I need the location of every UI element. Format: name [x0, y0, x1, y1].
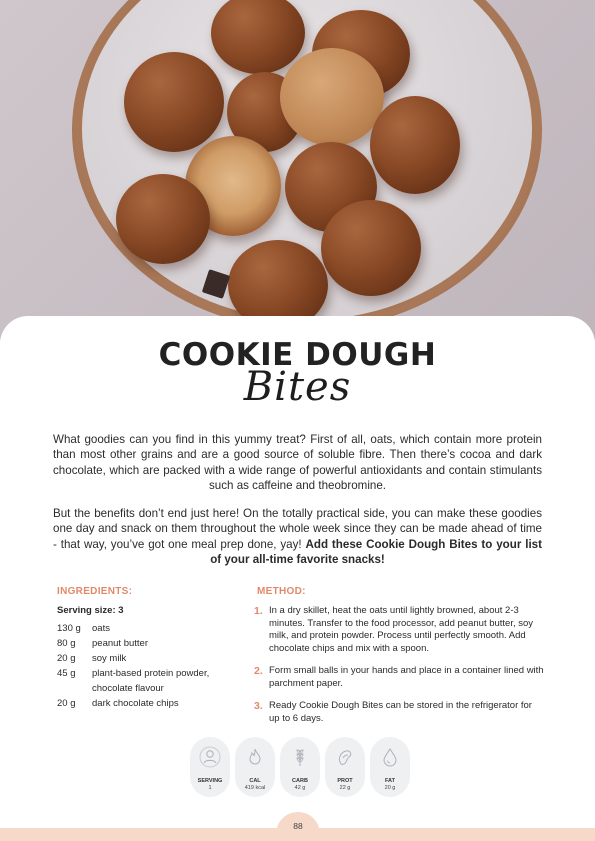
- drop-icon: [375, 742, 405, 772]
- ingredient-list: [57, 621, 237, 711]
- ingredient-name: dark chocolate chips: [92, 698, 179, 709]
- step-text: In a dry skillet, heat the oats until lightly browned, about 2-3 minutes. Transfer to the food processor, add peanut butter, soy milk, and protein powder. Process until perfectly smooth. Add chocolate chips and mix with a spoon.: [269, 605, 534, 654]
- person-icon: [195, 742, 225, 772]
- cookie-ball: [321, 200, 421, 296]
- cookie-ball: [116, 174, 210, 264]
- nutrition-label: FAT: [385, 778, 395, 784]
- ingredient-name: peanut butter: [92, 638, 148, 649]
- flame-icon: [240, 742, 270, 772]
- nutrition-label: CAL: [249, 778, 261, 784]
- step-number: 3.: [254, 700, 263, 712]
- nutrition-serving: [190, 737, 230, 797]
- ingredient-qty: 80 g: [57, 638, 76, 649]
- wheat-icon: [285, 742, 315, 772]
- ingredient-row: [57, 666, 237, 696]
- ingredient-name: plant-based protein powder, chocolate flavour: [92, 668, 210, 694]
- method-list: [254, 605, 544, 735]
- ingredient-name: soy milk: [92, 653, 127, 664]
- nutrition-label: SERVING: [197, 778, 223, 784]
- method-step: [254, 700, 544, 725]
- nutrition-facts: [190, 737, 410, 797]
- intro-highlight: Add these Cookie Dough Bites to your list of your all-time favorite snacks!: [210, 537, 542, 567]
- step-text: Form small balls in your hands and place in a container lined with parchment paper.: [269, 665, 544, 689]
- page-number: 88: [276, 812, 320, 841]
- ingredient-qty: 20 g: [57, 653, 76, 664]
- step-number: 2.: [254, 665, 263, 677]
- ingredient-name: oats: [92, 623, 110, 634]
- ingredient-qty: 130 g: [57, 623, 81, 634]
- bean-icon: [330, 742, 360, 772]
- ingredient-qty: 45 g: [57, 668, 76, 679]
- cookie-ball: [280, 48, 384, 146]
- nutrition-carb: [280, 737, 320, 797]
- recipe-subtitle: Bites: [243, 364, 352, 410]
- recipe-title: COOKIE DOUGH: [158, 337, 437, 373]
- method-step: [254, 605, 544, 655]
- ingredient-row: [57, 696, 237, 711]
- step-number: 1.: [254, 605, 263, 617]
- ingredient-qty: 20 g: [57, 698, 76, 709]
- nutrition-cal: [235, 737, 275, 797]
- intro-paragraph: What goodies can you find in this yummy treat? First of all, oats, which contain more protein than most other grains and are a good source of soluble fibre. Then there’s cocoa and dark chocolate, which are packed with a wide range of powerful antioxidants and contain stimulants such as caffeine and theobromine.: [53, 433, 542, 493]
- nutrition-value: 22 g: [339, 785, 351, 791]
- nutrition-value: 42 g: [294, 785, 306, 791]
- nutrition-value: 419 kcal: [244, 785, 266, 791]
- nutrition-value: 1: [208, 785, 212, 791]
- cookie-ball: [370, 96, 460, 194]
- ingredient-row: [57, 636, 237, 651]
- nutrition-prot: [325, 737, 365, 797]
- method-heading: METHOD:: [257, 586, 306, 597]
- nutrition-value: 20 g: [384, 785, 396, 791]
- nutrition-label: PROT: [337, 778, 353, 784]
- cookie-ball: [124, 52, 224, 152]
- step-text: Ready Cookie Dough Bites can be stored in the refrigerator for up to 6 days.: [269, 700, 532, 724]
- ingredient-row: [57, 651, 237, 666]
- serving-size: Serving size: 3: [57, 605, 124, 616]
- nutrition-label: CARB: [292, 778, 308, 784]
- intro-text: But the benefits don’t end just here! On the totally practical side, you can make these goodies one day and snack on them throughout the whole week since they can be made ahead of time - that way, you’ve got one meal prep done, yay!: [53, 507, 542, 551]
- intro-paragraph-2: [53, 506, 542, 568]
- recipe-photo: [0, 0, 595, 340]
- method-step: [254, 665, 544, 690]
- ingredients-heading: INGREDIENTS:: [57, 586, 133, 597]
- nutrition-fat: [370, 737, 410, 797]
- ingredient-row: [57, 621, 237, 636]
